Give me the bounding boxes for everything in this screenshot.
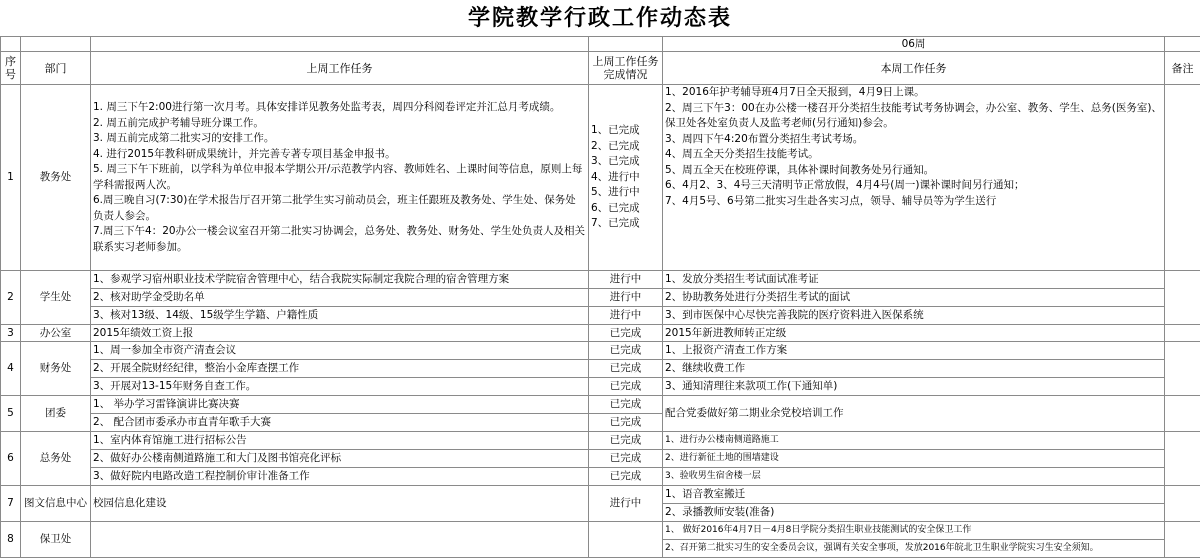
task-line: 3、做好院内电路改造工程控制价审计准备工作 [91, 468, 588, 485]
empty-cell [1165, 37, 1200, 52]
task-line: 2、协助教务处进行分类招生考试的面试 [663, 289, 1164, 307]
note-cell [1165, 325, 1200, 342]
task-line: 3、核对13级、14级、15级学生学籍、户籍性质 [91, 307, 588, 324]
status-line: 已完成 [589, 468, 662, 485]
table-row [1, 486, 1200, 522]
task-line: 3、验收男生宿舍楼一层 [663, 468, 1164, 485]
status-line: 4、进行中 [591, 170, 660, 186]
task-line: 校园信息化建设 [91, 486, 589, 522]
table-row [1, 271, 1200, 325]
status-line: 已完成 [589, 378, 662, 395]
table-row [1, 432, 1200, 486]
task-line: 2、 配合团市委承办市直青年歌手大赛 [91, 414, 588, 431]
this-week-tasks [663, 522, 1165, 558]
status-line: 进行中 [589, 307, 662, 324]
status-line: 已完成 [589, 450, 662, 468]
row-dept: 图文信息中心 [21, 486, 91, 522]
task-line: 2、开展全院财经纪律，整治小金库查摆工作 [91, 360, 588, 378]
empty-cell [1, 37, 21, 52]
status-line: 6、已完成 [591, 201, 660, 217]
note-cell [1165, 432, 1200, 486]
status-line: 2、已完成 [591, 139, 660, 155]
task-line: 1、周一参加全市资产清查会议 [91, 342, 588, 360]
table-row [1, 396, 1200, 432]
task-line: 2、做好办公楼南侧道路施工和大门及图书馆亮化评标 [91, 450, 588, 468]
status-line [589, 522, 663, 558]
task-line: 2、进行新征土地的围墙建设 [663, 450, 1164, 468]
task-line: 6、4月2、3、4号三天清明节正常放假，4月4号(周一)课补课时间另行通知； [665, 178, 1162, 194]
note-cell [1165, 396, 1200, 432]
task-line: 2、继续收费工作 [663, 360, 1164, 378]
work-table [0, 36, 1200, 558]
status-line: 1、已完成 [591, 123, 660, 139]
task-line: 2、录播教师安装(准备) [663, 504, 1164, 521]
note-cell [1165, 486, 1200, 522]
task-line: 1、上报资产清查工作方案 [663, 342, 1164, 360]
row-dept: 教务处 [21, 85, 91, 271]
status-line: 已完成 [589, 414, 662, 431]
status-line: 进行中 [589, 271, 662, 289]
row-dept: 总务处 [21, 432, 91, 486]
status-line: 已完成 [589, 325, 663, 342]
this-week-tasks [663, 342, 1165, 396]
status-line: 已完成 [589, 360, 662, 378]
task-line: 5. 周三下午下班前，以学科为单位申报本学期公开/示范教学内容、教师姓名、上课时间等信息，原则上每学科需报两人次。 [93, 162, 586, 193]
this-week-tasks [663, 271, 1165, 325]
empty-cell [589, 37, 663, 52]
empty-cell [91, 37, 589, 52]
last-week-tasks [91, 342, 589, 396]
status-cell [589, 271, 663, 325]
task-line: 1. 周三下午2:00进行第一次月考。具体安排详见教务处监考表，周四分科阅卷评定并汇总月考成绩。 [93, 100, 586, 116]
status-line: 已完成 [589, 396, 662, 414]
row-dept: 财务处 [21, 342, 91, 396]
this-week-tasks [663, 432, 1165, 486]
task-line: 6.周三晚自习(7:30)在学术报告厅召开第二批学生实习前动员会，班主任跟班及教务处、学生处、保务处负责人参会。 [93, 193, 586, 224]
status-line: 进行中 [589, 486, 663, 522]
header-last-week: 上周工作任务 [91, 52, 589, 85]
task-line: 2、周三下午3：00在办公楼一楼召开分类招生技能考试考务协调会，办公室、教务、学生、总务(医务室)、保卫处各处室负责人及监考老师(另行通知)参会。 [665, 101, 1162, 132]
status-cell [589, 396, 663, 432]
task-line: 3、开展对13-15年财务自查工作。 [91, 378, 588, 395]
task-line: 1、 做好2016年4月7日－4月8日学院分类招生职业技能测试的安全保卫工作 [663, 522, 1164, 540]
this-week-tasks [663, 486, 1165, 522]
status-line: 3、已完成 [591, 154, 660, 170]
row-seq: 2 [1, 271, 21, 325]
row-seq: 6 [1, 432, 21, 486]
header-dept: 部门 [21, 52, 91, 85]
note-cell [1165, 85, 1200, 271]
table-row [1, 342, 1200, 396]
task-line: 3、到市医保中心尽快完善我院的医疗资料进入医保系统 [663, 307, 1164, 324]
task-line: 3. 周五前完成第二批实习的安排工作。 [93, 131, 586, 147]
header-seq: 序号 [1, 52, 21, 85]
status-cell [589, 342, 663, 396]
task-line: 5、周五全天在校班停课，具体补课时间教务处另行通知。 [665, 163, 1162, 179]
task-line: 配合党委做好第二期业余党校培训工作 [663, 396, 1165, 432]
task-line: 3、通知清理往来款项工作(下通知单) [663, 378, 1164, 395]
status-line: 进行中 [589, 289, 662, 307]
task-line: 1、 举办学习雷锋演讲比赛决赛 [91, 396, 588, 414]
task-line: 2015年新进教师转正定级 [663, 325, 1165, 342]
header-note: 备注 [1165, 52, 1200, 85]
row-dept: 学生处 [21, 271, 91, 325]
task-line: 2、召开第二批实习生的安全委员会议，强调有关安全事项，发放2016年皖北卫生职业学院实习生安全须知。 [663, 540, 1164, 557]
task-line: 1、进行办公楼南侧道路施工 [663, 432, 1164, 450]
last-week-tasks [91, 396, 589, 432]
note-cell [1165, 271, 1200, 325]
row-seq: 8 [1, 522, 21, 558]
header-status: 上周工作任务完成情况 [589, 52, 663, 85]
row-seq: 1 [1, 85, 21, 271]
row-seq: 3 [1, 325, 21, 342]
week-label: 06周 [663, 37, 1165, 52]
task-line: 4、周五全天分类招生技能考试。 [665, 147, 1162, 163]
task-line: 7、4月5号、6号第二批实习生赴各实习点，领导、辅导员等为学生送行 [665, 194, 1162, 210]
table-row [1, 85, 1200, 271]
row-dept: 保卫处 [21, 522, 91, 558]
status-line: 7、已完成 [591, 216, 660, 232]
row-dept: 办公室 [21, 325, 91, 342]
status-line: 已完成 [589, 432, 662, 450]
row-seq: 7 [1, 486, 21, 522]
task-line: 1、发放分类招生考试面试准考证 [663, 271, 1164, 289]
task-line: 1、2016年护考辅导班4月7日全天报到，4月9日上课。 [665, 85, 1162, 101]
header-this-week: 本周工作任务 [663, 52, 1165, 85]
note-cell [1165, 342, 1200, 396]
empty-cell [21, 37, 91, 52]
status-cell [589, 85, 663, 271]
task-line: 1、参观学习宿州职业技术学院宿舍管理中心，结合我院实际制定我院合理的宿舍管理方案 [91, 271, 588, 289]
last-week-tasks [91, 271, 589, 325]
task-line: 7.周三下午4：20办公一楼会议室召开第二批实习协调会，总务处、教务处、财务处、学生处负责人及相关联系实习老师参加。 [93, 224, 586, 255]
task-line: 2015年绩效工资上报 [91, 325, 589, 342]
task-line: 1、语音教室搬迁 [663, 486, 1164, 504]
task-line: 3、周四下午4:20布置分类招生考试考场。 [665, 132, 1162, 148]
status-line: 已完成 [589, 342, 662, 360]
status-cell [589, 432, 663, 486]
task-line: 2. 周五前完成护考辅导班分课工作。 [93, 116, 586, 132]
task-line: 1、室内体育馆施工进行招标公告 [91, 432, 588, 450]
this-week-tasks [663, 85, 1165, 271]
last-week-tasks [91, 432, 589, 486]
row-seq: 4 [1, 342, 21, 396]
table-row [1, 522, 1200, 558]
table-row [1, 325, 1200, 342]
task-line [91, 522, 589, 558]
note-cell [1165, 522, 1200, 558]
task-line: 2、核对助学金受助名单 [91, 289, 588, 307]
last-week-tasks [91, 85, 589, 271]
status-line: 5、进行中 [591, 185, 660, 201]
row-seq: 5 [1, 396, 21, 432]
sheet-title: 学院教学行政工作动态表 [0, 0, 1200, 36]
row-dept: 团委 [21, 396, 91, 432]
task-line: 4. 进行2015年教科研成果统计，并完善专著专项目基金申报书。 [93, 147, 586, 163]
